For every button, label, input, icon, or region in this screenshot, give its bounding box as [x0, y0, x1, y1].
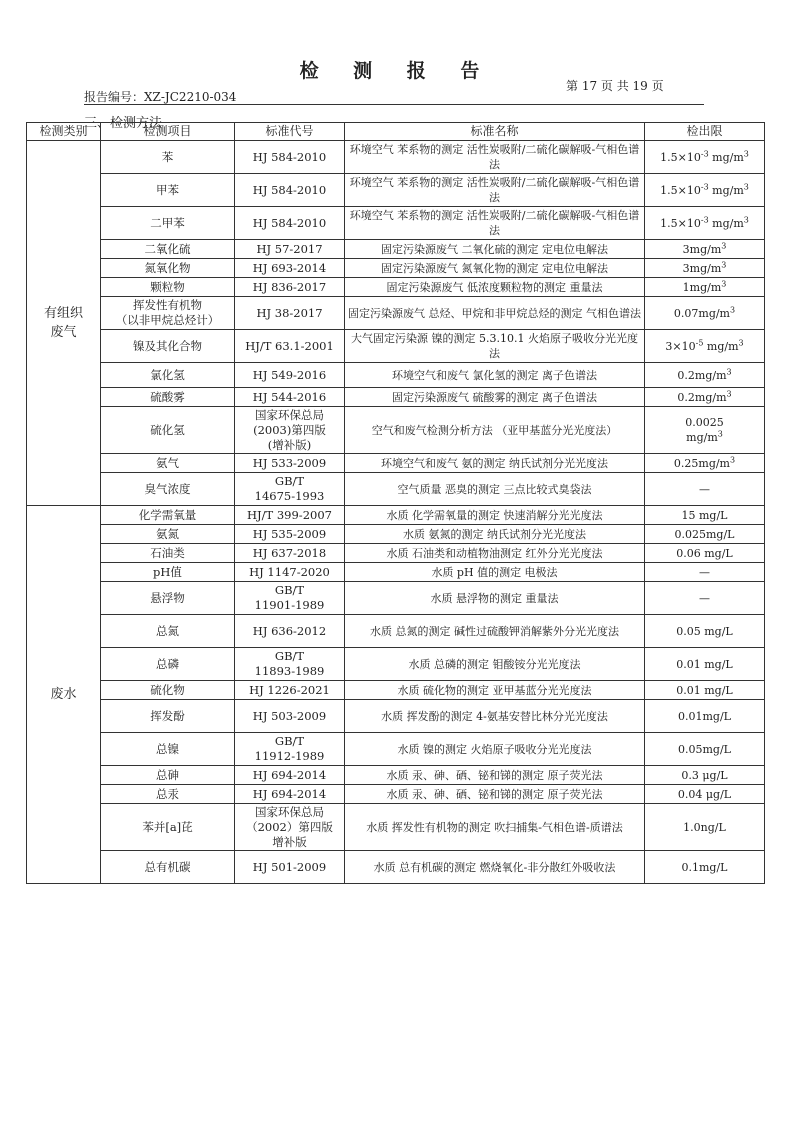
limit-cell: 0.06 mg/L — [645, 544, 765, 563]
col-header-name: 标准名称 — [345, 123, 645, 141]
code-cell: HJ 38-2017 — [235, 297, 345, 330]
report-title: 检 测 报 告 — [299, 60, 494, 82]
limit-cell: 0.01 mg/L — [645, 648, 765, 681]
code-cell: 国家环保总局 （2002）第四版 增补版 — [235, 804, 345, 851]
limit-cell: $0.07mg/m^3$ — [645, 297, 765, 330]
limit-cell: 0.1mg/L — [645, 851, 765, 884]
table-row — [27, 207, 765, 240]
item-cell: 总砷 — [101, 766, 235, 785]
name-cell: 水质 挥发酚的测定 4-氨基安替比林分光光度法 — [345, 700, 645, 733]
name-cell: 固定污染源废气 氮氧化物的测定 定电位电解法 — [345, 259, 645, 278]
table-row — [27, 804, 765, 851]
name-cell: 环境空气和废气 氯化氢的测定 离子色谱法 — [345, 363, 645, 388]
code-cell: HJ 636-2012 — [235, 615, 345, 648]
code-cell: HJ 584-2010 — [235, 207, 345, 240]
table-row — [27, 278, 765, 297]
table-row — [27, 851, 765, 884]
code-cell: GB/T 11893-1989 — [235, 648, 345, 681]
name-cell: 水质 总有机碳的测定 燃烧氧化-非分散红外吸收法 — [345, 851, 645, 884]
table-row — [27, 766, 765, 785]
item-cell: 化学需氧量 — [101, 506, 235, 525]
item-cell: 臭气浓度 — [101, 473, 235, 506]
code-cell: HJ 535-2009 — [235, 525, 345, 544]
table-row — [27, 648, 765, 681]
limit-cell: $1.5\times 10^{-3}$ $mg/m^3$ — [645, 141, 765, 174]
code-cell: GB/T 14675-1993 — [235, 473, 345, 506]
table-row — [27, 733, 765, 766]
table-row — [27, 240, 765, 259]
section-title: 三、检测方法 — [84, 116, 163, 131]
limit-cell: $1.5\times 10^{-3}$ $mg/m^3$ — [645, 207, 765, 240]
code-cell: HJ 533-2009 — [235, 454, 345, 473]
code-cell: HJ 57-2017 — [235, 240, 345, 259]
table-row — [27, 259, 765, 278]
name-cell: 大气固定污染源 镍的测定 5.3.10.1 火焰原子吸收分光光度法 — [345, 330, 645, 363]
table-row — [27, 454, 765, 473]
limit-cell: 0.05mg/L — [645, 733, 765, 766]
name-cell: 水质 挥发性有机物的测定 吹扫捕集-气相色谱-质谱法 — [345, 804, 645, 851]
limit-cell: $3\times 10^{-5}$ $mg/m^3$ — [645, 330, 765, 363]
item-cell: 颗粒物 — [101, 278, 235, 297]
item-cell: 挥发酚 — [101, 700, 235, 733]
col-header-code: 标准代号 — [235, 123, 345, 141]
methods-table — [26, 122, 765, 884]
item-cell: 苯并[a]芘 — [101, 804, 235, 851]
limit-cell: 1.0ng/L — [645, 804, 765, 851]
limit-cell: $0.2mg/m^3$ — [645, 388, 765, 407]
table-row — [27, 506, 765, 525]
name-cell: 水质 氨氮的测定 纳氏试剂分光光度法 — [345, 525, 645, 544]
table-header-row — [27, 123, 765, 141]
code-cell: HJ 694-2014 — [235, 766, 345, 785]
item-cell: 二氧化硫 — [101, 240, 235, 259]
name-cell: 水质 总磷的测定 钼酸铵分光光度法 — [345, 648, 645, 681]
table-row — [27, 525, 765, 544]
limit-cell: — — [645, 582, 765, 615]
item-cell: 苯 — [101, 141, 235, 174]
item-cell: 硫酸雾 — [101, 388, 235, 407]
item-cell: 硫化物 — [101, 681, 235, 700]
table-row — [27, 330, 765, 363]
table-row — [27, 174, 765, 207]
code-cell: 国家环保总局 (2003)第四版 (增补版) — [235, 407, 345, 454]
limit-cell: 0.05 mg/L — [645, 615, 765, 648]
item-cell: 总汞 — [101, 785, 235, 804]
name-cell: 水质 pH 值的测定 电极法 — [345, 563, 645, 582]
code-cell: HJ/T 63.1-2001 — [235, 330, 345, 363]
report-number: 报告编号：XZ-JC2210-034 — [84, 90, 237, 104]
name-cell: 固定污染源废气 低浓度颗粒物的测定 重量法 — [345, 278, 645, 297]
item-cell: 石油类 — [101, 544, 235, 563]
code-cell: GB/T 11912-1989 — [235, 733, 345, 766]
limit-cell: — — [645, 563, 765, 582]
name-cell: 水质 石油类和动植物油测定 红外分光光度法 — [345, 544, 645, 563]
code-cell: HJ 1226-2021 — [235, 681, 345, 700]
limit-cell: $1.5\times 10^{-3}$ $mg/m^3$ — [645, 174, 765, 207]
table-row — [27, 141, 765, 174]
table-row — [27, 785, 765, 804]
item-cell: 总有机碳 — [101, 851, 235, 884]
code-cell: HJ 693-2014 — [235, 259, 345, 278]
name-cell: 固定污染源废气 总烃、甲烷和非甲烷总烃的测定 气相色谱法 — [345, 297, 645, 330]
code-cell: HJ 694-2014 — [235, 785, 345, 804]
name-cell: 固定污染源废气 二氧化硫的测定 定电位电解法 — [345, 240, 645, 259]
limit-cell: $3mg/m^3$ — [645, 259, 765, 278]
category-cell: 废水 — [27, 506, 101, 884]
limit-cell: $1mg/m^3$ — [645, 278, 765, 297]
limit-cell: 0.025mg/L — [645, 525, 765, 544]
limit-cell: 15 mg/L — [645, 506, 765, 525]
item-cell: 氮氧化物 — [101, 259, 235, 278]
name-cell: 固定污染源废气 硫酸雾的测定 离子色谱法 — [345, 388, 645, 407]
code-cell: HJ 501-2009 — [235, 851, 345, 884]
name-cell: 环境空气 苯系物的测定 活性炭吸附/二硫化碳解吸-气相色谱法 — [345, 207, 645, 240]
item-cell: 总氮 — [101, 615, 235, 648]
name-cell: 环境空气和废气 氨的测定 纳氏试剂分光光度法 — [345, 454, 645, 473]
name-cell: 环境空气 苯系物的测定 活性炭吸附/二硫化碳解吸-气相色谱法 — [345, 141, 645, 174]
limit-cell: 0.0025 $mg/m^3$ — [645, 407, 765, 454]
name-cell: 水质 化学需氧量的测定 快速消解分光光度法 — [345, 506, 645, 525]
item-cell: 氨氮 — [101, 525, 235, 544]
table-row — [27, 563, 765, 582]
item-cell: 镍及其化合物 — [101, 330, 235, 363]
code-cell: HJ 637-2018 — [235, 544, 345, 563]
item-cell: 氨气 — [101, 454, 235, 473]
table-row — [27, 388, 765, 407]
limit-cell: — — [645, 473, 765, 506]
name-cell: 水质 硫化物的测定 亚甲基蓝分光光度法 — [345, 681, 645, 700]
page-number: 第 17 页 共 19 页 — [566, 79, 664, 93]
code-cell: HJ/T 399-2007 — [235, 506, 345, 525]
name-cell: 水质 汞、砷、硒、铋和锑的测定 原子荧光法 — [345, 785, 645, 804]
limit-cell: $0.2mg/m^3$ — [645, 363, 765, 388]
table-row — [27, 681, 765, 700]
item-cell: 挥发性有机物 （以非甲烷总烃计） — [101, 297, 235, 330]
table-row — [27, 363, 765, 388]
limit-cell: 0.3 μg/L — [645, 766, 765, 785]
code-cell: HJ 1147-2020 — [235, 563, 345, 582]
name-cell: 水质 总氮的测定 碱性过硫酸钾消解紫外分光光度法 — [345, 615, 645, 648]
limit-cell: 0.01 mg/L — [645, 681, 765, 700]
name-cell: 水质 镍的测定 火焰原子吸收分光光度法 — [345, 733, 645, 766]
col-header-limit: 检出限 — [645, 123, 765, 141]
code-cell: HJ 503-2009 — [235, 700, 345, 733]
name-cell: 空气质量 恶臭的测定 三点比较式臭袋法 — [345, 473, 645, 506]
col-header-category: 检测类别 — [27, 123, 101, 141]
item-cell: 硫化氢 — [101, 407, 235, 454]
name-cell: 空气和废气检测分析方法 （亚甲基蓝分光光度法） — [345, 407, 645, 454]
limit-cell: $3mg/m^3$ — [645, 240, 765, 259]
item-cell: 甲苯 — [101, 174, 235, 207]
item-cell: 氯化氢 — [101, 363, 235, 388]
table-row — [27, 582, 765, 615]
limit-cell: 0.01mg/L — [645, 700, 765, 733]
code-cell: HJ 584-2010 — [235, 141, 345, 174]
code-cell: HJ 544-2016 — [235, 388, 345, 407]
item-cell: 总磷 — [101, 648, 235, 681]
table-row — [27, 615, 765, 648]
item-cell: pH值 — [101, 563, 235, 582]
table-row — [27, 700, 765, 733]
table-body — [27, 141, 765, 884]
table-row — [27, 544, 765, 563]
name-cell: 水质 汞、砷、硒、铋和锑的测定 原子荧光法 — [345, 766, 645, 785]
table-row — [27, 407, 765, 454]
name-cell: 环境空气 苯系物的测定 活性炭吸附/二硫化碳解吸-气相色谱法 — [345, 174, 645, 207]
limit-cell: $0.25mg/m^3$ — [645, 454, 765, 473]
code-cell: HJ 836-2017 — [235, 278, 345, 297]
limit-cell: 0.04 μg/L — [645, 785, 765, 804]
header-divider — [84, 104, 704, 105]
code-cell: HJ 549-2016 — [235, 363, 345, 388]
category-cell: 有组织 废气 — [27, 141, 101, 506]
item-cell: 悬浮物 — [101, 582, 235, 615]
table-row — [27, 297, 765, 330]
item-cell: 总镍 — [101, 733, 235, 766]
item-cell: 二甲苯 — [101, 207, 235, 240]
code-cell: GB/T 11901-1989 — [235, 582, 345, 615]
code-cell: HJ 584-2010 — [235, 174, 345, 207]
col-header-item: 检测项目 — [101, 123, 235, 141]
name-cell: 水质 悬浮物的测定 重量法 — [345, 582, 645, 615]
table-row — [27, 473, 765, 506]
